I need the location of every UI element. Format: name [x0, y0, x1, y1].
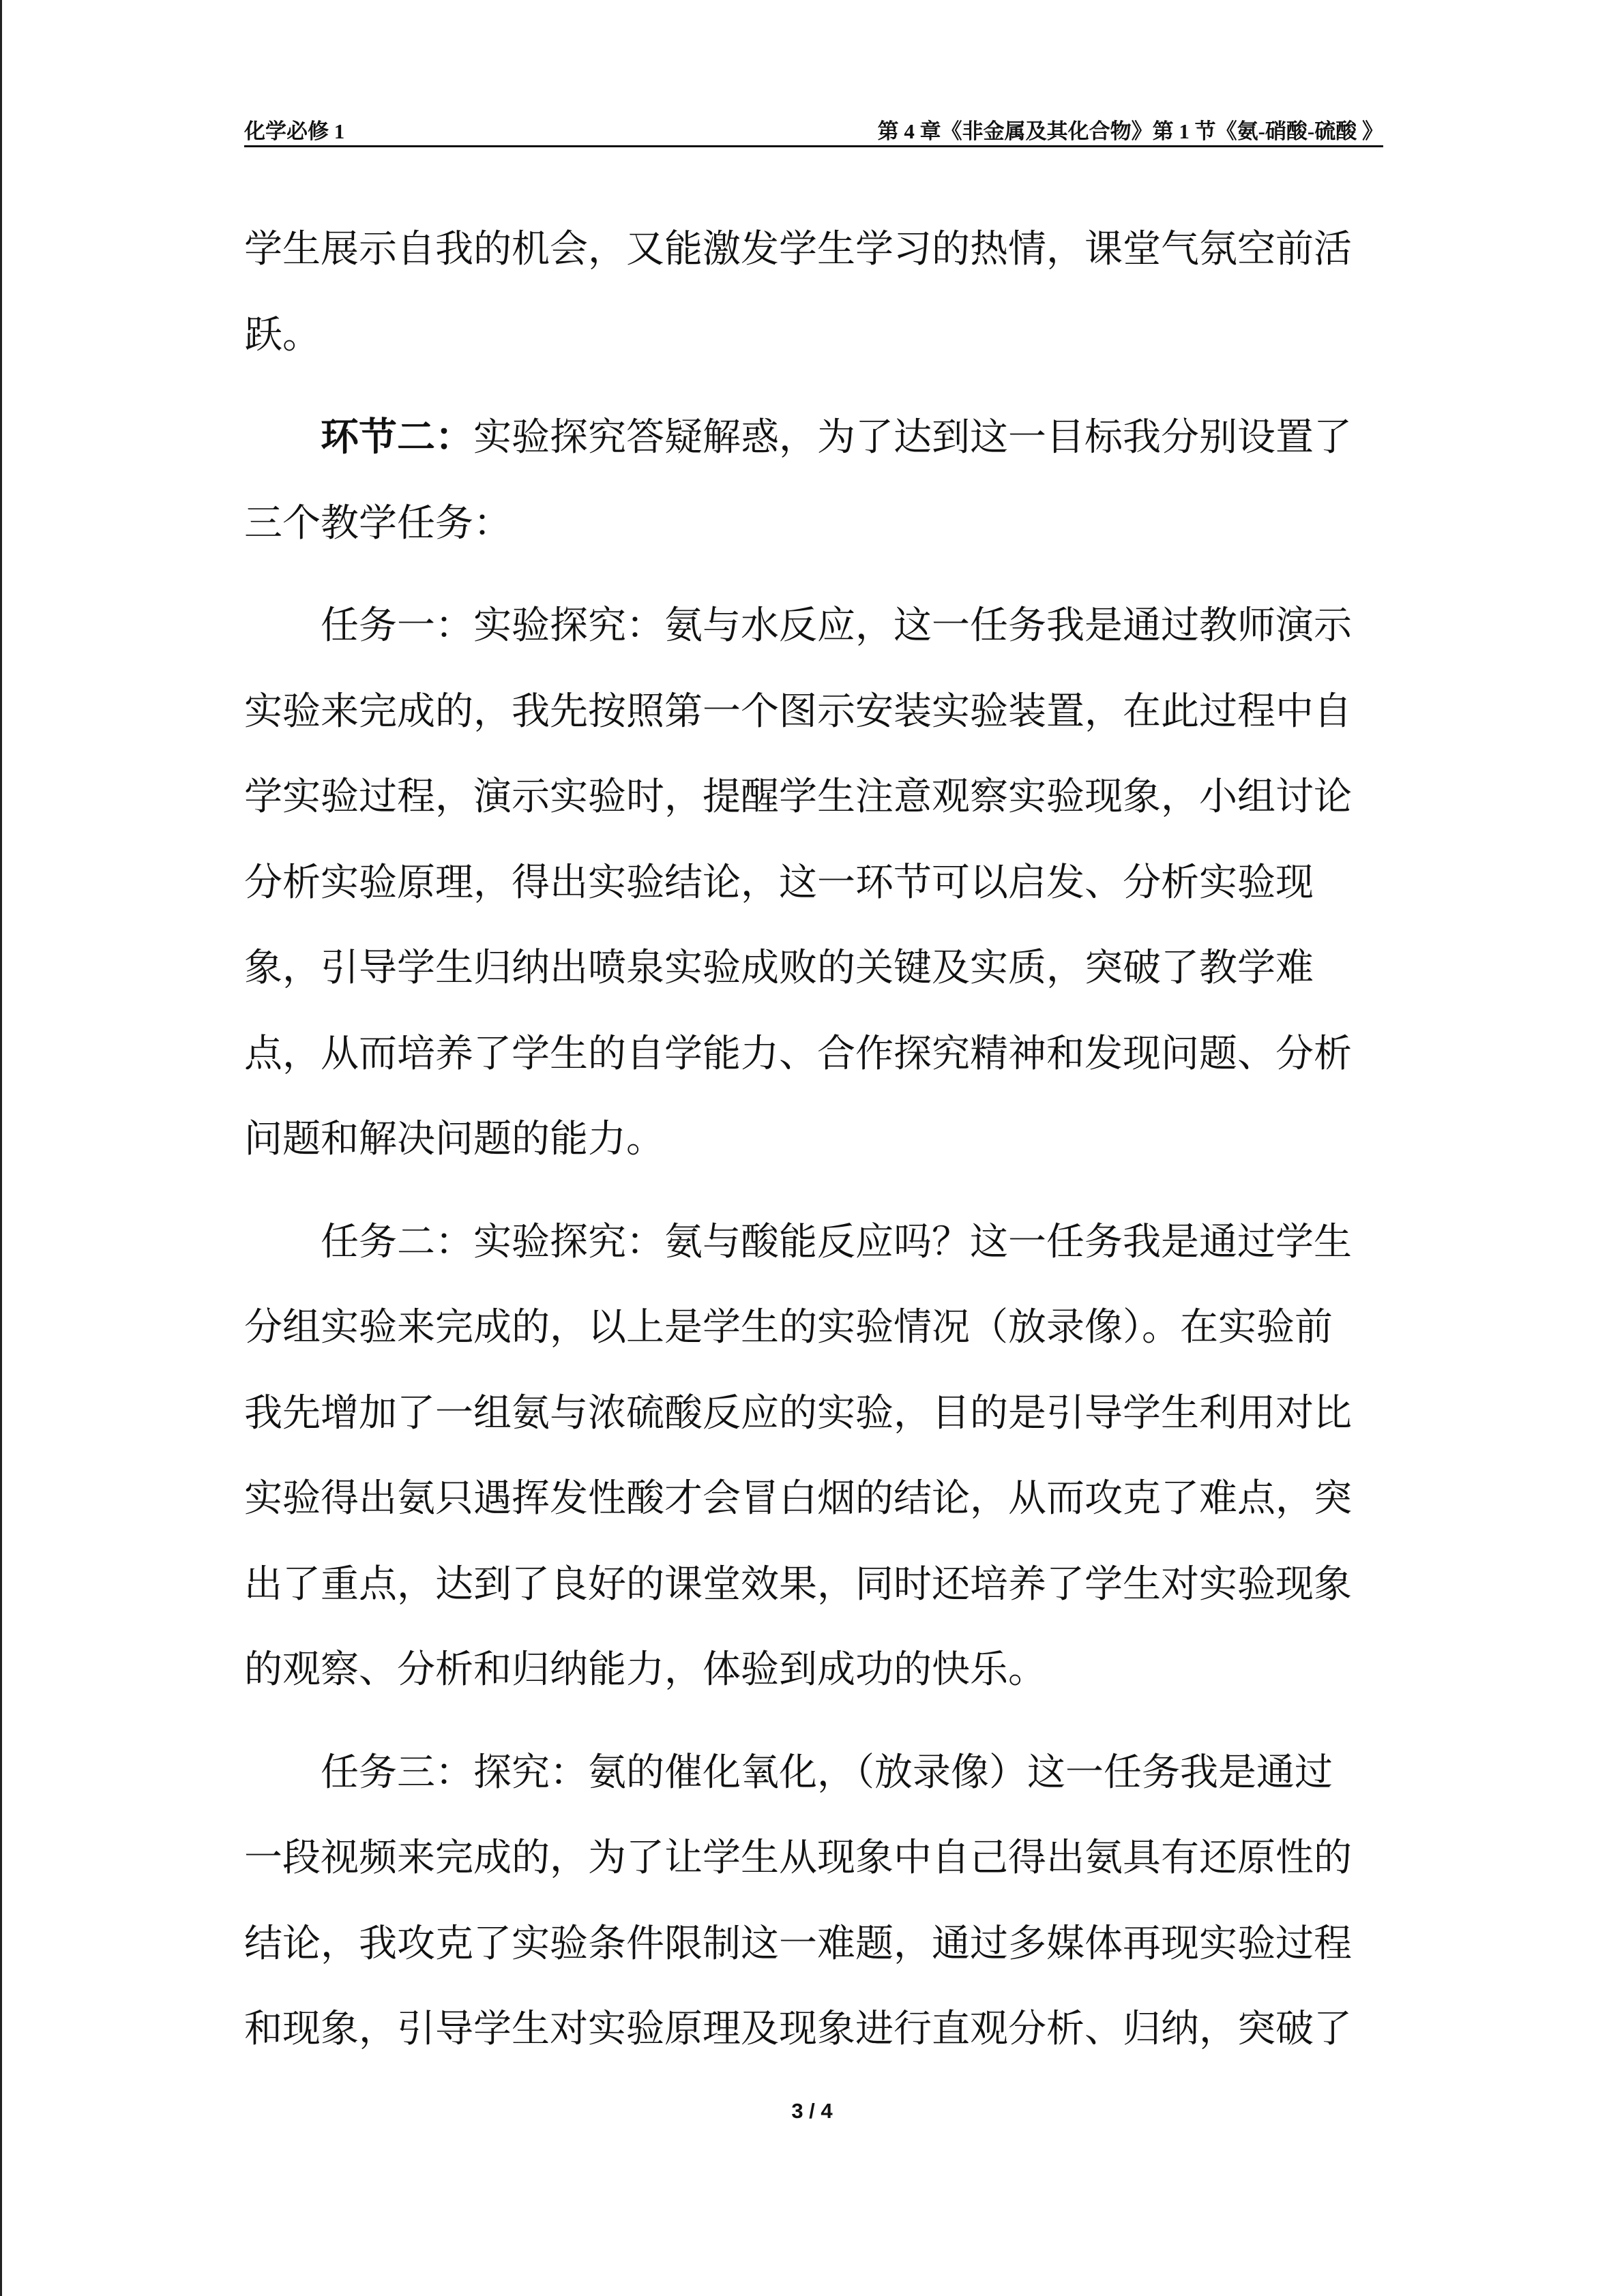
paragraph-task-two: 任务二：实验探究：氨与酸能反应吗？这一任务我是通过学生分组实验来完成的，以上是学生的实验情况（放录像）。在实验前我先增加了一组氨与浓硫酸反应的实验，目的是引导学生利用对比实验得出氨只遇挥发性酸才会冒白烟的结论，从而攻克了难点，突出了重点，达到了良好的课堂效果，同时还培养了学生对实验现象的观察、分析和归纳能力，体验到成功的快乐。 — [244, 1219, 1352, 1692]
page-number: 3 / 4 — [791, 2099, 833, 2123]
paragraph-continuation: 学生展示自我的机会，又能激发学生学习的热情，课堂气氛空前活跃。 — [244, 227, 1352, 357]
header-divider — [244, 145, 1383, 147]
paragraph-gap — [244, 1713, 1356, 1730]
document-body — [244, 207, 1356, 2072]
header-chapter-title: 第 4 章《非金属及其化合物》第 1 节《氨-硝酸-硫酸 》 — [877, 119, 1383, 143]
section-two-text: 实验探究答疑解惑，为了达到这一目标我分别设置了三个教学任务： — [244, 415, 1352, 546]
header-course-title: 化学必修 1 — [244, 119, 345, 143]
paragraph-section-two — [244, 395, 1356, 566]
page-edge — [0, 0, 2, 2296]
paragraph-task-three: 任务三：探究：氨的催化氧化，（放录像）这一任务我是通过一段视频来完成的，为了让学生从现象中自己得出氨具有还原性的结论，我攻克了实验条件限制这一难题，通过多媒体再现实验过程和现象，引导学生对实验原理及现象进行直观分析、归纳，突破了 — [244, 1750, 1352, 2051]
paragraph-task-one: 任务一：实验探究：氨与水反应，这一任务我是通过教师演示实验来完成的，我先按照第一个图示安装实验装置，在此过程中自学实验过程，演示实验时，提醒学生注意观察实验现象，小组讨论分析实验原理，得出实验结论，这一环节可以启发、分析实验现象，引导学生归纳出喷泉实验成败的关键及实质，突破了教学难点，从而培养了学生的自学能力、合作探究精神和发现问题、分析问题和解决问题的能力。 — [244, 603, 1352, 1161]
paragraph-gap — [244, 378, 1356, 395]
paragraph-gap — [244, 566, 1356, 583]
paragraph-gap — [244, 1182, 1356, 1199]
section-lead-label: 环节二： — [321, 415, 473, 460]
